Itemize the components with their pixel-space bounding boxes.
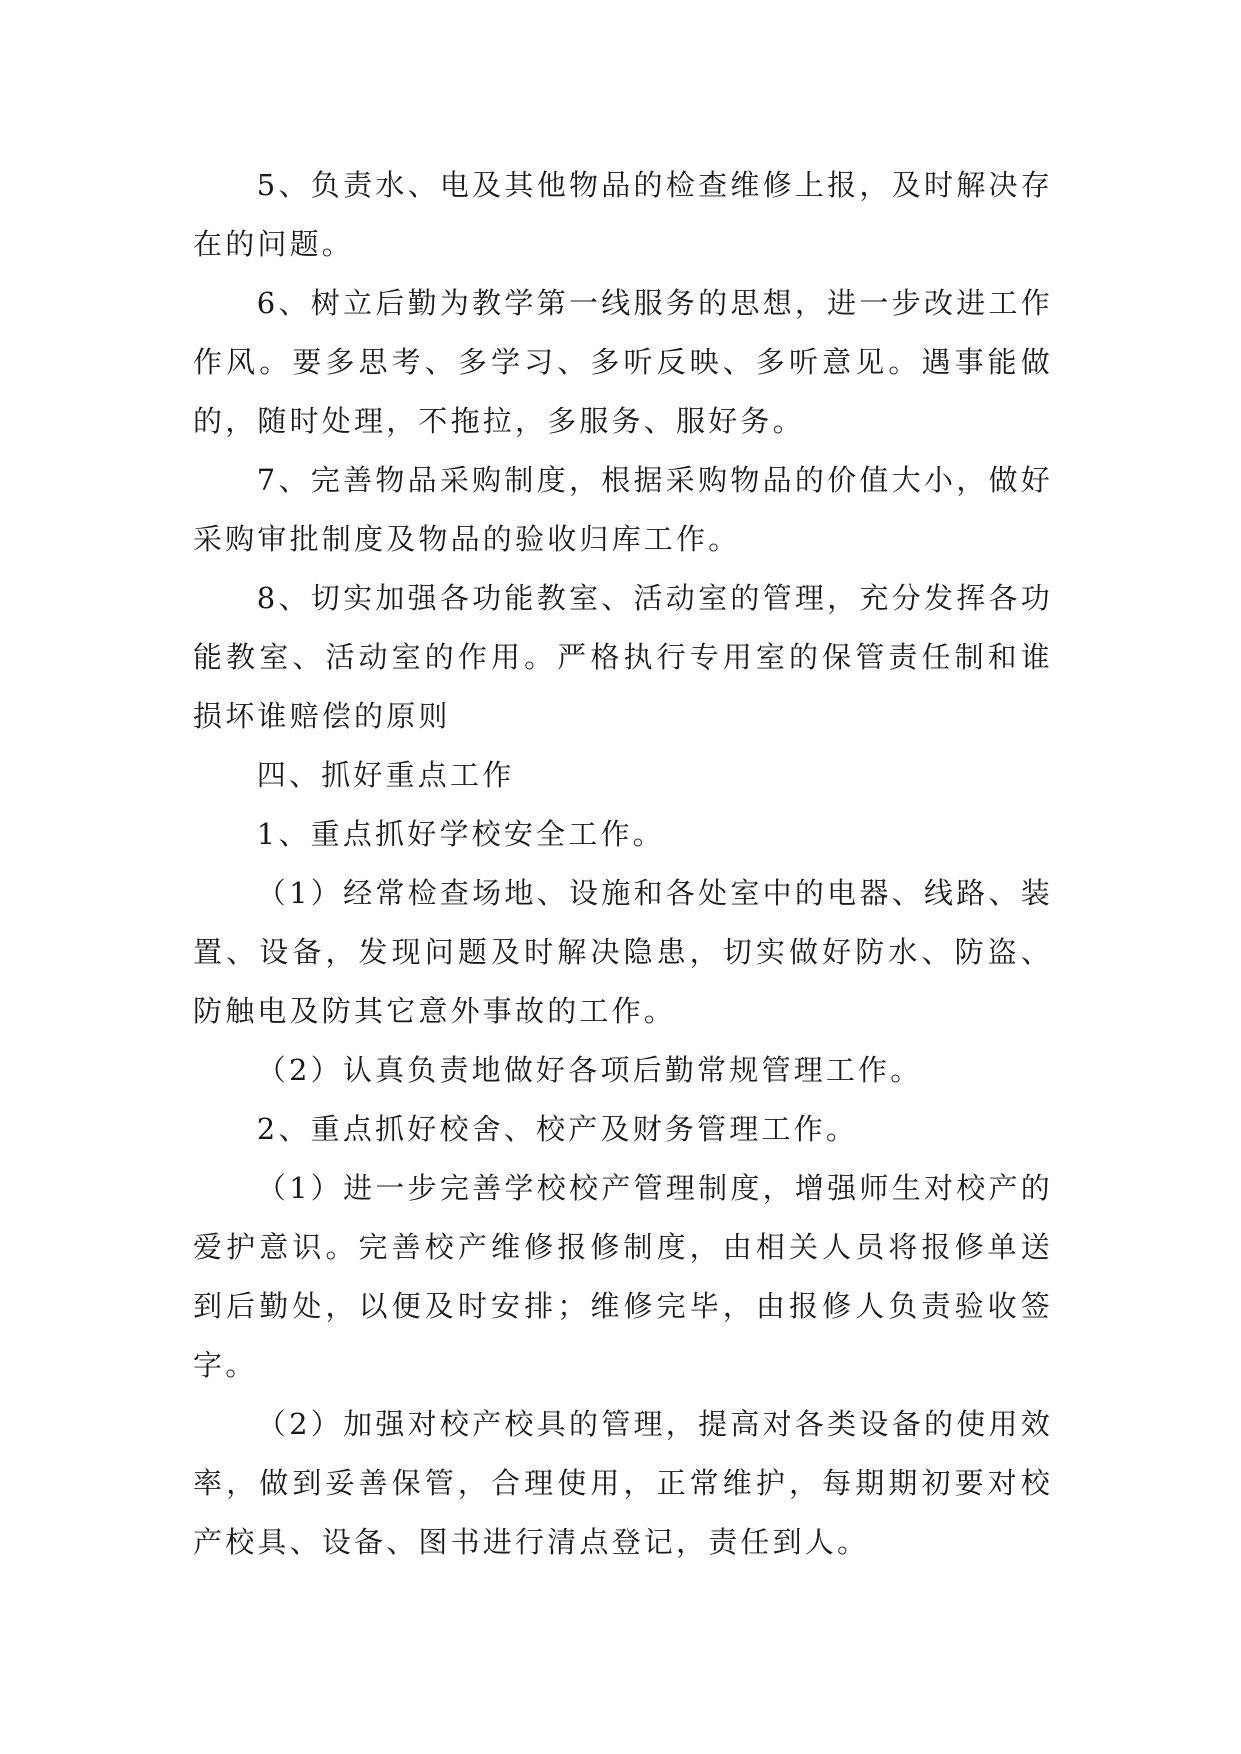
paragraph-item-7: 7、完善物品采购制度，根据采购物品的价值大小，做好采购审批制度及物品的验收归库工作。 [193, 463, 1053, 556]
paragraph-item-6: 6、树立后勤为教学第一线服务的思想，进一步改进工作作风。要多思考、多学习、多听反映、多听意见。遇事能做的，随时处理，不拖拉，多服务、服好务。 [193, 286, 1053, 438]
subsection-heading-2: 2、重点抓好校舍、校产及财务管理工作。 [256, 1112, 859, 1146]
paragraph-item-5: 5、负责水、电及其他物品的检查维修上报，及时解决存在的问题。 [193, 168, 1053, 261]
sub-item-1-2: （2）认真负责地做好各项后勤常规管理工作。 [256, 1053, 923, 1087]
document-body [193, 156, 1053, 1572]
section-heading-4: 四、抓好重点工作 [256, 758, 515, 792]
paragraph-item-8: 8、切实加强各功能教室、活动室的管理，充分发挥各功能教室、活动室的作用。严格执行专用室的保管责任制和谁损坏谁赔偿的原则 [193, 581, 1053, 733]
sub-item-1-1: （1）经常检查场地、设施和各处室中的电器、线路、装置、设备，发现问题及时解决隐患，切实做好防水、防盗、防触电及防其它意外事故的工作。 [193, 876, 1053, 1028]
subsection-heading-1: 1、重点抓好学校安全工作。 [256, 817, 665, 851]
sub-item-2-1: （1）进一步完善学校校产管理制度，增强师生对校产的爱护意识。完善校产维修报修制度，由相关人员将报修单送到后勤处，以便及时安排；维修完毕，由报修人负责验收签字。 [193, 1171, 1053, 1382]
sub-item-2-2: （2）加强对校产校具的管理，提高对各类设备的使用效率，做到妥善保管，合理使用，正常维护，每期期初要对校产校具、设备、图书进行清点登记，责任到人。 [193, 1407, 1053, 1559]
